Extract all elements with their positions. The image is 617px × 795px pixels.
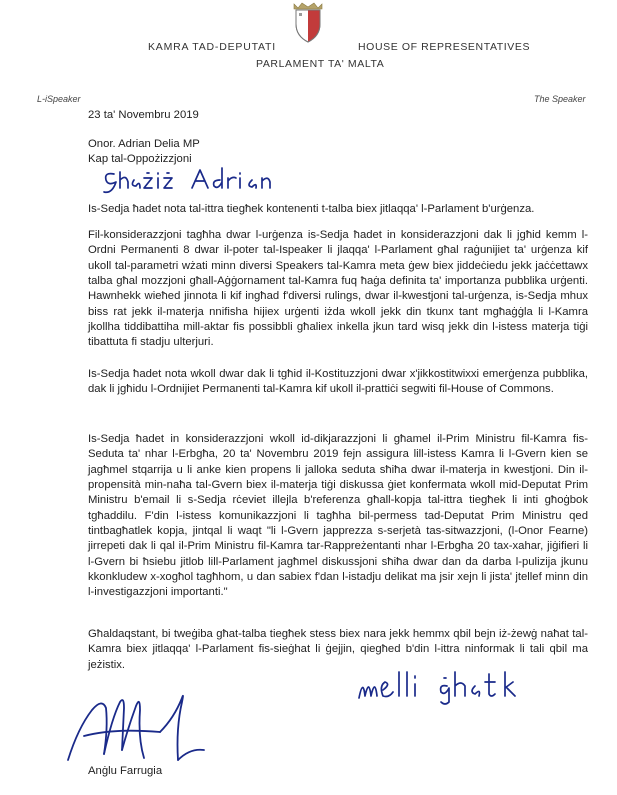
paragraph-4: Is-Sedja ħadet in konsiderazzjoni wkoll id-dikjarazzjoni li għamel il-Prim Ministru fil-Kamra fis-Seduta ta' nhar l-Erbgħa, 20 ta' Novembru 2019 fejn assigura lill-istess Kamra li l-Gvern kien se jagħmel stqarrija u li anke kien propens li jalloka seduta sħiħa dwar il-materja in kwestjoni. Din il-propensità min-naħa tal-Gvern biex il-materja tiġi diskussa ġiet konfermata wkoll mid-Deputat Prim Ministru b'email li s-Sedja rċeviet illejla b'referenza għall-kopja tal-ittra tiegħek li inti għoġbok tgħaddilu. F'din l-istess komunikazzjoni li tagħha bil-permess tad-Deputat Prim Ministru qed tintbagħatlek kopja, jintqal li waqt "li l-Gvern japprezza s-serjetà tas-sitwazzjoni, (l-Onor Fearne) jirrepeti dak li qal il-Prim Ministru fil-Kamra tar-Rappreżentanti nhar l-Erbgħa 20 tax-xahar, jiġifieri li l-Gvern bi ħsiebu jitlob lill-Parlament jagħmel diskussjoni sħiħa dwar dan da darba l-pulizija jkunu kkonkludew x-xogħol tagħhom, u dan sabiex f'dan l-istadju delikat ma jsir xejn li jista' jtellef minn din l-investigazzjoni importanti." bbox=[88, 433, 588, 599]
recipient-name: Onor. Adrian Delia MP bbox=[88, 138, 200, 150]
letterhead-center: PARLAMENT TA' MALTA bbox=[256, 58, 385, 70]
letterhead-right: HOUSE OF REPRESENTATIVES bbox=[358, 41, 531, 53]
letter-date: 23 ta' Novembru 2019 bbox=[88, 109, 199, 121]
letterhead-left: KAMRA TAD-DEPUTATI bbox=[148, 41, 276, 53]
paragraph-2: Fil-konsiderazzjoni tagħha dwar l-urġenza is-Sedja ħadet in konsiderazzjoni dak li jgħid kemm l-Ordni Permanenti 8 dwar il-poter tal-Ispeaker li jlaqqa' l-Parlament għal raġunijiet ta' urġenza kif ukoll tal-parametri wżati minn diversi Speakers tal-Kamra meta ġew biex jiddeċiedu jekk jaċċettawx talba għal mozzjoni għall-Aġġornament tal-Kamra fuq ħaġa definita ta' importanza pubblika urġenti. Hawnhekk wieħed jinnota li kif ingħad f'diversi rulings, dwar il-kwestjoni tal-urġenza, is-Sedja mhux biss rat jekk il-materja nnifisha hijiex urġenti iżda wkoll jekk din tkunx tant mgħaġġla li l-Kamra jkollha tiddibattiha mill-aktar fis possibbli għaliex inkella jkun tard wisq jekk din l-istess materja tiġi tibattuta fi stadju ulterjuri. bbox=[88, 229, 588, 349]
signatory-name: Anġlu Farrugia bbox=[88, 765, 163, 777]
paragraph-3: Is-Sedja ħadet nota wkoll dwar dak li tgħid il-Kostituzzjoni dwar x'jikkostitwixxi emerġenza pubblika, dak li jgħidu l-Ordnijiet Permanenti tal-Kamra kif ukoll il-prattiċi segwiti fil-House of Commons. bbox=[88, 368, 588, 396]
speaker-role-english: The Speaker bbox=[534, 94, 586, 104]
parliament-emblem-icon bbox=[288, 2, 328, 44]
speaker-role-maltese: L-iSpeaker bbox=[37, 94, 81, 104]
paragraph-5: Għaldaqstant, bi tweġiba għat-talba tiegħek stess biex nara jekk hemmx qbil bejn iż-żewġ naħat tal-Kamra biex jitlaqqa' l-Parlament fis-sieġhat li ġejjin, qiegħed b'din l-ittra ninformak li tali qbil ma jeżistix. bbox=[88, 628, 588, 671]
recipient-title: Kap tal-Oppożizzjoni bbox=[88, 153, 192, 165]
handwritten-greeting bbox=[100, 164, 290, 196]
paragraph-1: Is-Sedja ħadet nota tal-ittra tiegħek kontenenti t-talba biex jitlaqqa' l-Parlament b'urġenza. bbox=[88, 203, 535, 215]
handwritten-closing bbox=[355, 668, 535, 706]
signature-scribble bbox=[64, 688, 214, 768]
